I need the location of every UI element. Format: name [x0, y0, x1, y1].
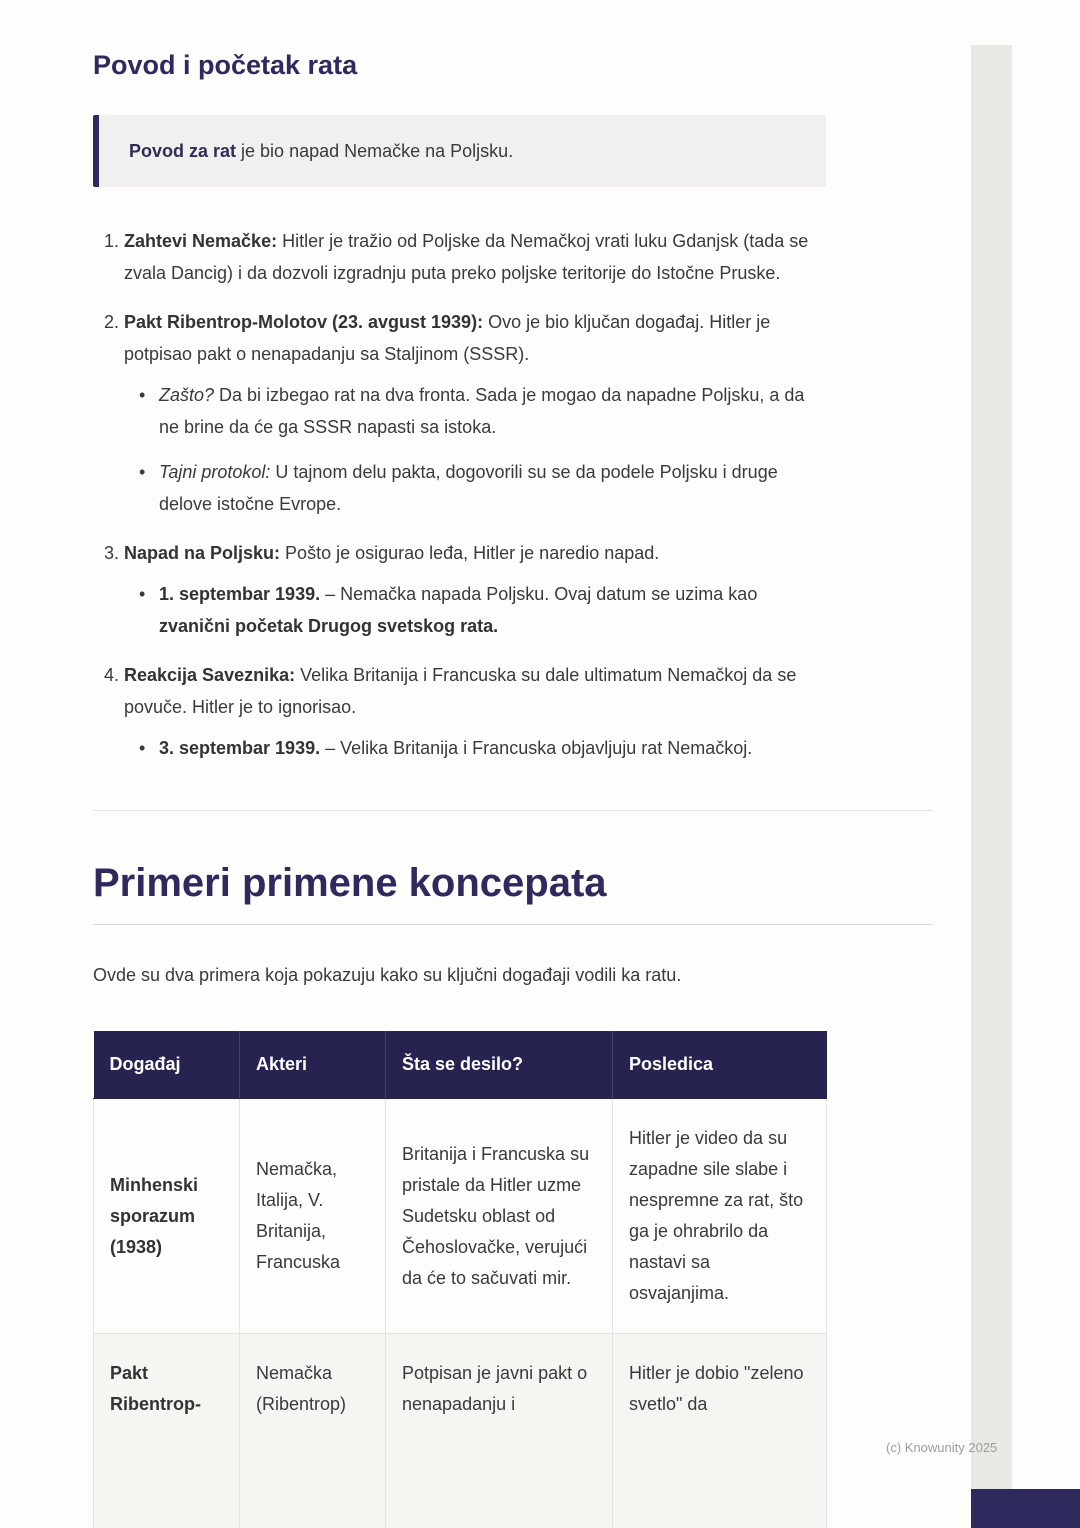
sub-item: • Zašto? Da bi izbegao rat na dva fronta. Sada je mogao da napadne Poljsku, a da ne brine da će ga SSSR napasti sa istoka.	[136, 379, 815, 443]
sub-item: • 3. septembar 1939. – Velika Britanija i Francuska objavljuju rat Nemačkoj.	[136, 732, 815, 764]
col-header-akteri: Akteri	[240, 1031, 386, 1099]
sub-list	[124, 578, 815, 642]
col-header-posledica: Posledica	[613, 1031, 827, 1099]
list-item-2: 2. Pakt Ribentrop-Molotov (23. avgust 1939): Ovo je bio ključan događaj. Hitler je potpisao pakt o nenapadanju sa Staljinom (SSSR). • Zašto? Da bi izbegao rat na dva fronta. Sada je mogao da napadne Poljsku, a da ne brine da će ga SSSR napasti sa istoka. • Tajni protokol: U tajnom delu pakta, dogovorili su se da podele Poljsku i druge delove istočne Evrope.	[124, 306, 815, 520]
sub-item: • Tajni protokol: U tajnom delu pakta, dogovorili su se da podele Poljsku i druge delove istočne Evrope.	[136, 456, 815, 520]
sub-list	[124, 379, 815, 520]
cell-event: Pakt Ribentrop-	[94, 1334, 240, 1528]
table-row-minhenski-sporazum	[94, 1099, 827, 1334]
list-item-1: 1. Zahtevi Nemačke: Hitler je tražio od Poljske da Nemačkoj vrati luku Gdanjsk (tada se zvala Dancig) i da dozvoli izgradnju puta preko poljske teritorije do Istočne Pruske.	[124, 225, 815, 289]
sub-item: • 1. septembar 1939. – Nemačka napada Poljsku. Ovaj datum se uzima kao zvanični početak Drugog svetskog rata.	[136, 578, 815, 642]
cell-consequence: Hitler je video da su zapadne sile slabe i nespremne za rat, što ga je ohrabrilo da nastavi sa osvajanjima.	[613, 1099, 827, 1334]
cell-consequence: Hitler je dobio "zeleno svetlo" da	[613, 1334, 827, 1528]
examples-table	[93, 1031, 827, 1528]
watermark: (c) Knowunity 2025	[886, 1440, 998, 1455]
callout-box	[93, 115, 826, 187]
col-header-dogadjaj: Događaj	[94, 1031, 240, 1099]
list-item-4: 4. Reakcija Saveznika: Velika Britanija i Francuska su dale ultimatum Nemačkoj da se povuče. Hitler je to ignorisao. • 3. septembar 1939. – Velika Britanija i Francuska objavljuju rat Nemačkoj.	[124, 659, 815, 764]
table-row-pakt-ribentrop	[94, 1334, 827, 1528]
cell-event: Minhenski sporazum (1938)	[94, 1099, 240, 1334]
cell-what: Britanija i Francuska su pristale da Hitler uzme Sudetsku oblast od Čehoslovačke, verujući da će to sačuvati mir.	[386, 1099, 613, 1334]
scrollbar-track[interactable]	[971, 45, 1012, 1528]
section-divider	[93, 810, 933, 811]
document-page	[93, 0, 933, 1528]
cell-actors: Nemačka (Ribentrop)	[240, 1334, 386, 1528]
cell-what: Potpisan je javni pakt o nenapadanju i	[386, 1334, 613, 1528]
callout-bold-lead: Povod za rat	[129, 141, 237, 161]
list-item-3: 3. Napad na Poljsku: Pošto je osigurao leđa, Hitler je naredio napad. • 1. septembar 1939. – Nemačka napada Poljsku. Ovaj datum se uzima kao zvanični početak Drugog svetskog rata.	[124, 537, 815, 642]
section-title-povod: Povod i početak rata	[93, 50, 358, 80]
table-header-row	[94, 1031, 827, 1099]
callout-text: Povod za rat je bio napad Nemačke na Poljsku.	[129, 141, 514, 161]
col-header-sta-se-desilo: Šta se desilo?	[386, 1031, 613, 1099]
page-title-primeri: Primeri primene koncepata	[93, 861, 933, 925]
sub-list	[124, 732, 815, 764]
cell-actors: Nemačka, Italija, V. Britanija, Francuska	[240, 1099, 386, 1334]
scrollbar-thumb[interactable]	[971, 1489, 1080, 1528]
intro-paragraph: Ovde su dva primera koja pokazuju kako su ključni događaji vodili ka ratu.	[93, 965, 682, 985]
numbered-list	[93, 225, 815, 764]
